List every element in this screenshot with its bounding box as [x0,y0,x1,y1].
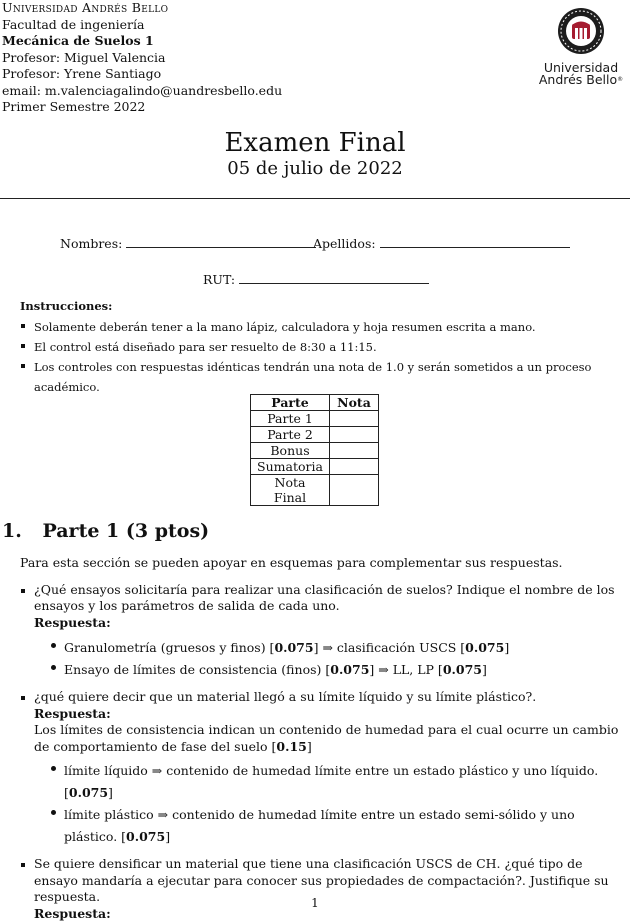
question-text: ¿qué quiere decir que un material llegó a su límite líquido y su límite plástico?. [34,689,630,706]
question-text: Se quiere densificar un material que tiene una clasificación USCS de CH. ¿qué tipo de ensayo mandaría a ejecutar para conocer sus propiedades de compactación?. Justifique su respuesta. [34,856,630,906]
grade-part: Sumatoria [251,459,330,475]
table-row [251,443,379,459]
exam-title: Examen Final [0,128,630,158]
grade-part: Parte 1 [251,411,330,427]
answer-text: Los límites de consistencia indican un contenido de humedad para el cual ocurre un cambio de comportamiento de fase del suelo [0.15] [34,722,630,755]
logo-text: Universidad Andrés Bello® [532,62,630,86]
grade-part: Nota Final [251,475,330,506]
question-text: ¿Qué ensayos solicitaría para realizar una clasificación de suelos? Indique el nombre de los ensayos y los parámetros de salida de cada uno. [34,582,630,615]
grade-cell[interactable] [330,475,379,506]
grade-part: Parte 2 [251,427,330,443]
nombres-field [60,236,316,251]
table-row [251,411,379,427]
question-item [20,689,630,848]
answer-label: Respuesta: [34,615,630,632]
header-block [2,0,282,116]
grade-cell[interactable] [330,459,379,475]
section-title: Parte 1 (3 ptos) [42,520,209,542]
answer-label: Respuesta: [34,706,630,723]
grades-table [250,394,379,506]
grades-header-row [251,395,379,411]
rut-label: RUT: [203,272,235,287]
answer-item: límite líquido ⇒ contenido de humedad límite entre un estado plástico y uno líquido. [0.075] [50,760,630,804]
instructions-block [20,298,625,397]
exam-date: 05 de julio de 2022 [0,158,630,179]
rut-field [203,272,429,287]
university-logo [532,6,630,86]
instruction-item: El control está diseñado para ser resuelto de 8:30 a 11:15. [20,337,625,357]
instructions-heading: Instrucciones: [20,298,625,314]
page-number: 1 [0,896,630,910]
faculty-name: Facultad de ingeniería [2,17,282,34]
instruction-item: Solamente deberán tener a la mano lápiz, calculadora y hoja resumen escrita a mano. [20,317,625,337]
instructions-list [20,317,625,397]
semester: Primer Semestre 2022 [2,99,282,116]
professor-2: Profesor: Yrene Santiago [2,66,282,83]
answer-item: Granulometría (gruesos y finos) [0.075] ⇒ clasificación USCS [0.075] [50,637,630,659]
instruction-item: Los controles con respuestas idénticas tendrán una nota de 1.0 y serán sometidos a un proceso académico. [20,357,625,397]
answer-label: Respuesta: [34,906,630,922]
section-intro: Para esta sección se pueden apoyar en esquemas para complementar sus respuestas. [20,555,630,572]
answer-item: límite plástico ⇒ contenido de humedad límite entre un estado semi-sólido y uno plástico. [0.075] [50,804,630,848]
grade-cell[interactable] [330,427,379,443]
rut-input[interactable] [239,272,429,284]
section-body [20,555,630,922]
university-seal-icon [556,6,606,56]
table-row [251,475,379,506]
apellidos-input[interactable] [380,236,570,248]
course-name: Mecánica de Suelos 1 [2,33,282,50]
table-row [251,427,379,443]
nombres-input[interactable] [126,236,316,248]
grade-part: Bonus [251,443,330,459]
answer-item: Ensayo de límites de consistencia (finos) [0.075] ⇒ LL, LP [0.075] [50,659,630,681]
section-heading [2,520,209,542]
nombres-label: Nombres: [60,236,122,251]
section-number: 1. [2,520,22,542]
title-divider [0,198,630,199]
answer-list [50,760,630,848]
grade-cell[interactable] [330,443,379,459]
grades-header: Parte [251,395,330,411]
answer-list [50,637,630,681]
table-row [251,459,379,475]
question-item [20,582,630,682]
university-name: Universidad Andrés Bello [2,0,282,17]
professor-1: Profesor: Miguel Valencia [2,50,282,67]
email: email: m.valenciagalindo@uandresbello.edu [2,83,282,100]
grades-header: Nota [330,395,379,411]
grade-cell[interactable] [330,411,379,427]
question-item [20,856,630,922]
questions-list [20,582,630,922]
apellidos-label: Apellidos: [313,236,376,251]
apellidos-field [313,236,570,251]
